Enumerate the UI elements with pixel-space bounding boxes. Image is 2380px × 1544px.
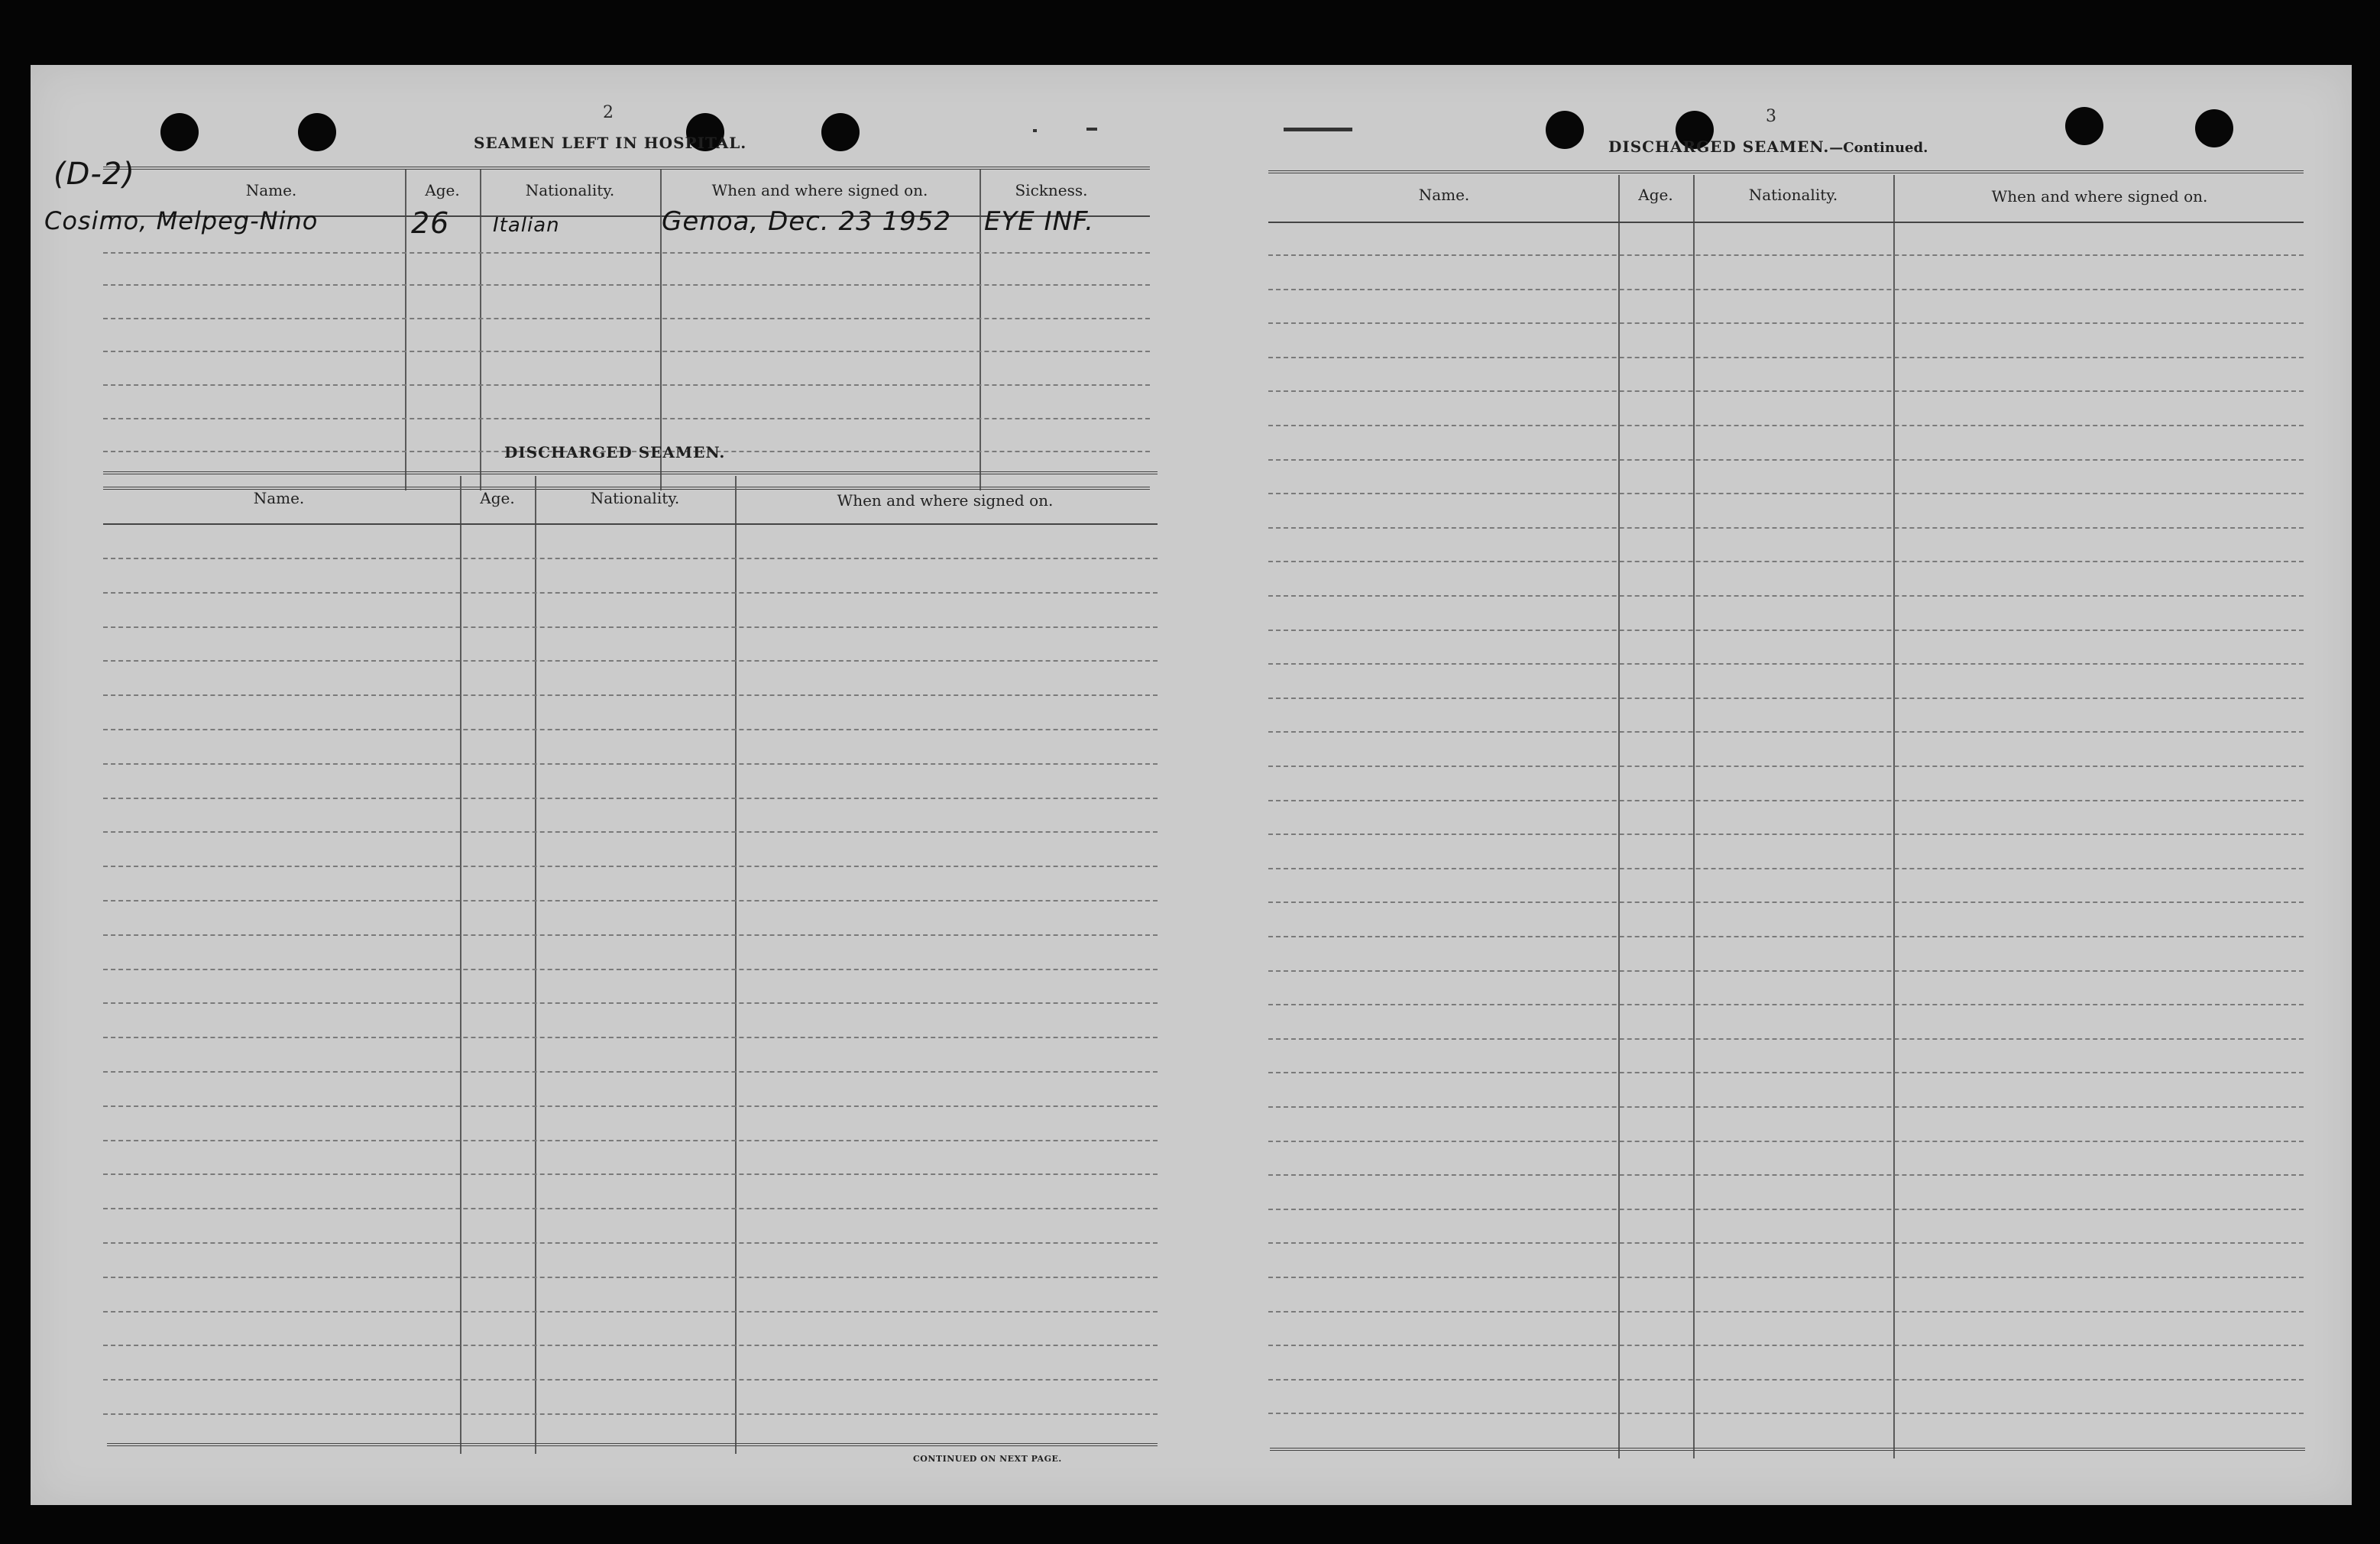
table-row-line bbox=[1268, 834, 2304, 835]
table-row-line bbox=[1268, 595, 2304, 597]
column-divider bbox=[1893, 175, 1895, 1458]
table-row-line bbox=[1268, 561, 2304, 562]
table-row-line bbox=[1268, 1141, 2304, 1142]
entry-signed-on: Genoa, Dec. 23 1952 bbox=[662, 206, 952, 237]
section-title-discharged-continued bbox=[1608, 138, 1928, 156]
section-title-hospital: SEAMEN LEFT IN HOSPITAL. bbox=[474, 134, 747, 152]
col-header-nationality: Nationality. bbox=[1748, 186, 1838, 204]
col-header-age: Age. bbox=[425, 181, 460, 199]
table-row-line bbox=[1268, 1174, 2304, 1176]
table-row-line bbox=[1268, 1209, 2304, 1210]
entry-name: Cosimo, Melpeg-Nino bbox=[44, 206, 319, 235]
table-row-line bbox=[1268, 1277, 2304, 1278]
col-header-sickness: Sickness. bbox=[1015, 181, 1088, 199]
table-row-line bbox=[1268, 322, 2304, 324]
col-header-nationality: Nationality. bbox=[525, 181, 615, 199]
continued-note: CONTINUED ON NEXT PAGE. bbox=[913, 1454, 1062, 1464]
table-row-line bbox=[1268, 493, 2304, 494]
table-row-line bbox=[1268, 936, 2304, 937]
right-page bbox=[31, 65, 2352, 1505]
table-row-line bbox=[1268, 698, 2304, 699]
table-row-line bbox=[1268, 1413, 2304, 1414]
table-row-line bbox=[1268, 1004, 2304, 1005]
header-rule bbox=[1268, 222, 2304, 223]
entry-sickness: EYE INF. bbox=[984, 206, 1094, 237]
table-row-line bbox=[1268, 1038, 2304, 1040]
title-suffix: —Continued. bbox=[1829, 140, 1928, 156]
table-row-line bbox=[1268, 289, 2304, 290]
column-divider bbox=[1693, 175, 1695, 1458]
table-row-line bbox=[1268, 1379, 2304, 1381]
table-row-line bbox=[1268, 800, 2304, 801]
title-text: DISCHARGED SEAMEN. bbox=[1608, 138, 1830, 156]
column-divider bbox=[1618, 175, 1620, 1458]
table-row-line bbox=[1268, 901, 2304, 903]
table-row-line bbox=[1268, 630, 2304, 631]
table-row-line bbox=[1268, 1072, 2304, 1073]
table-row-line bbox=[1268, 254, 2304, 256]
table-row-line bbox=[1268, 663, 2304, 665]
table-row-line bbox=[1268, 1311, 2304, 1313]
table-row-line bbox=[1268, 459, 2304, 461]
col-header-age: Age. bbox=[480, 489, 515, 507]
entry-age: 26 bbox=[411, 206, 450, 240]
table-row-line bbox=[1268, 1242, 2304, 1244]
col-header-signed-on: When and where signed on. bbox=[1991, 187, 2208, 206]
page-number: 3 bbox=[1766, 107, 1776, 126]
table-row-line bbox=[1268, 1106, 2304, 1108]
col-header-age: Age. bbox=[1638, 186, 1673, 204]
entry-nationality: Italian bbox=[493, 214, 560, 237]
table-row-line bbox=[1268, 390, 2304, 392]
page-number: 2 bbox=[603, 103, 614, 122]
table-top-rule bbox=[1268, 170, 2304, 176]
table-row-line bbox=[1268, 868, 2304, 869]
col-header-signed-on: When and where signed on. bbox=[711, 181, 928, 199]
table-row-line bbox=[1268, 1345, 2304, 1346]
table-row-line bbox=[1268, 357, 2304, 358]
table-row-line bbox=[1268, 731, 2304, 733]
col-header-name: Name. bbox=[1418, 186, 1470, 204]
table-row-line bbox=[1268, 766, 2304, 767]
table-bottom-rule bbox=[1270, 1448, 2305, 1454]
table-row-line bbox=[1268, 527, 2304, 529]
col-header-nationality: Nationality. bbox=[590, 489, 680, 507]
col-header-name: Name. bbox=[253, 489, 305, 507]
table-row-line bbox=[1268, 425, 2304, 426]
col-header-signed-on: When and where signed on. bbox=[837, 491, 1054, 510]
section-title-discharged: DISCHARGED SEAMEN. bbox=[504, 443, 726, 461]
annotation-mark: (D-2) bbox=[53, 157, 135, 192]
table-row-line bbox=[1268, 970, 2304, 972]
col-header-name: Name. bbox=[245, 181, 297, 199]
ledger-sheet bbox=[31, 65, 2352, 1505]
